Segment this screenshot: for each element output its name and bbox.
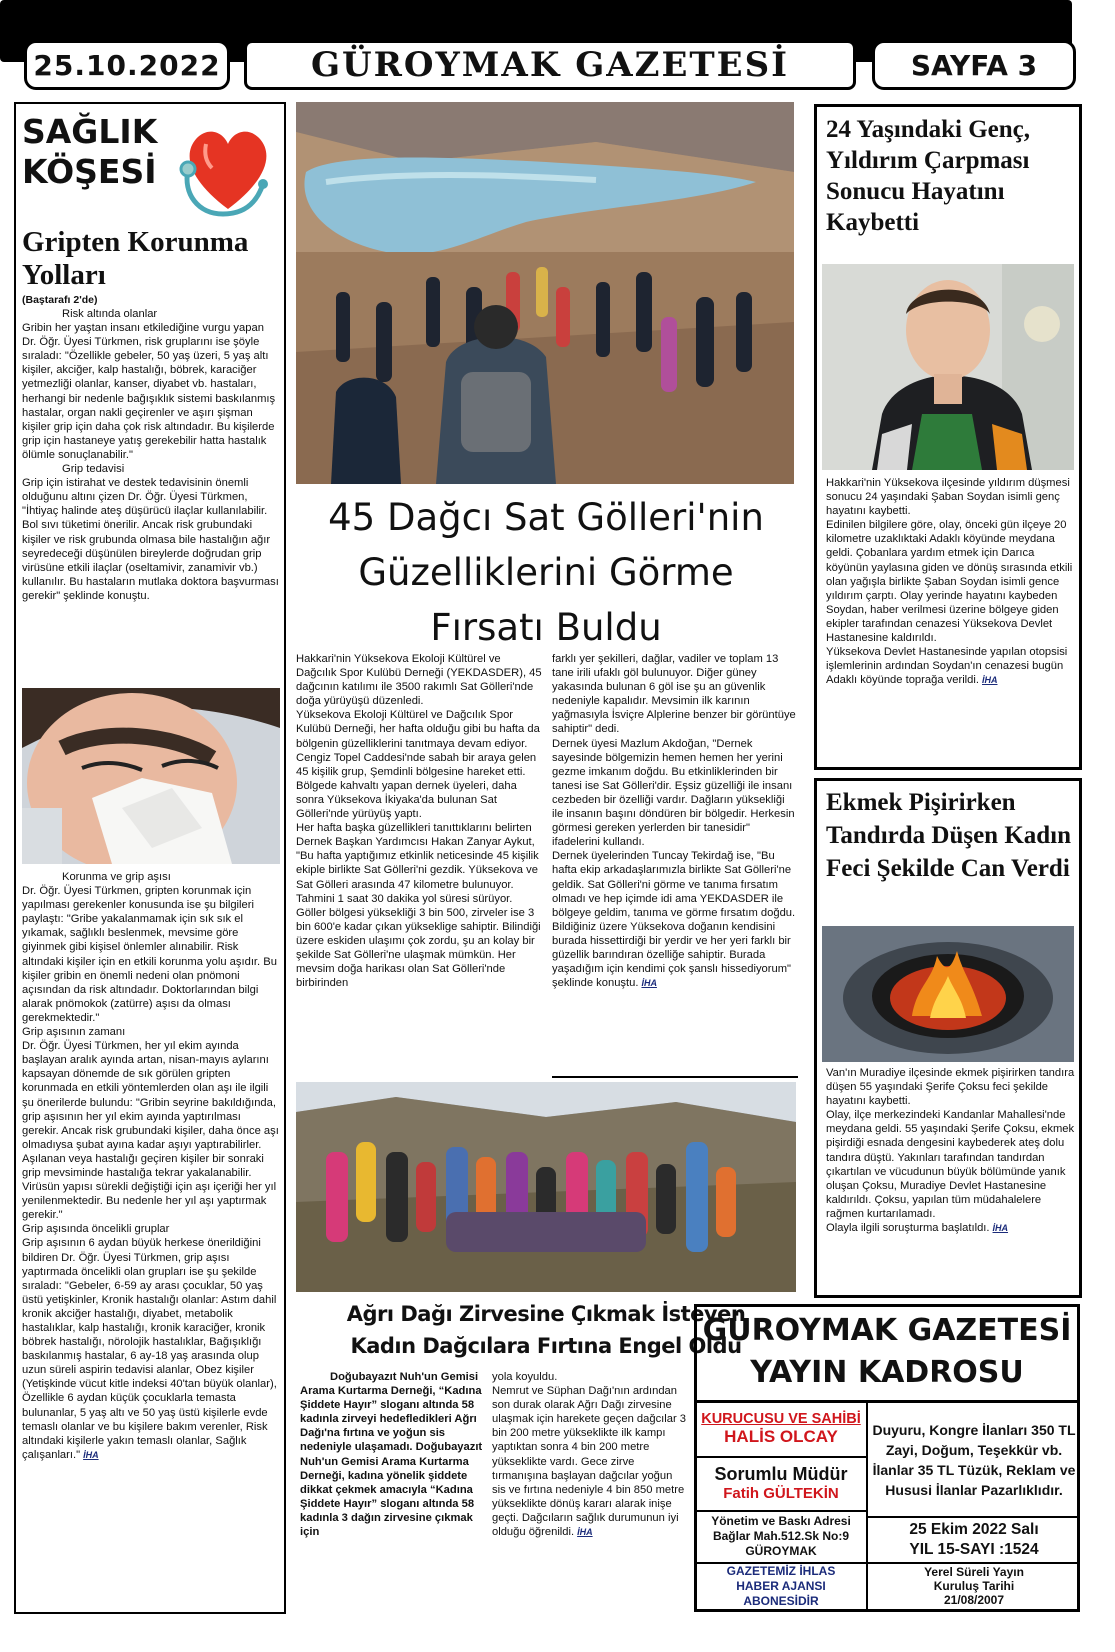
tandir-headline: Ekmek Pişirirken Tandırda Düşen Kadın Feci Şekilde Can Verdi [826,789,1072,882]
health-continued: (Baştarafı 2'de) [22,294,98,306]
address-label: Yönetim ve Baskı Adresi [711,1513,851,1528]
ads-cell [870,1406,1078,1514]
women-climbers-photo [296,1082,796,1292]
editor-cell [698,1458,864,1508]
agency-credit: İHA [992,1223,1009,1234]
section-title [22,112,157,192]
health-paragraph: Dr. Öğr. Üyesi Türkmen, gripten korunmak için yapılması gerekenler konusunda ise şu bilgileri paylaştı: "Gribe yakalanmamak için sık sık el yıkamak, sağlıklı beslenmek, mevsime göre giyinmek gibi kişisel önlemler alınabilir. Risk altındaki kişiler için en etkili korunma yolu aşıdır. Bu kişiler gribin en önemli nedeni olan pnömoni açısından da risk altındadır. Doktorlarından bilgi alarak pnömokok (zatürre) aşısı da olması gerekmektedir." [22,885,277,1024]
founder-label: KURUCUSU VE SAHİBİ [701,1411,861,1427]
founder-cell [698,1404,864,1454]
main-headline-line-1: 45 Dağcı Sat Gölleri'nin [328,496,764,539]
agri-story-lead: Doğubayazıt Nuh'un Gemisi Arama Kurtarma Derneği, “Kadına Şiddete Hayır” sloganı altında 58 kadınla zirveyi hedefledikleri Ağrı Dağı'na fırtına ve yoğun sis nedeniyle ulaşamadı. Doğubayazıt Nuh'un Gemisi Arama Kurtarma Derneği, kadına yönelik şiddete dikkat çekmek amacıyla “Kadına Şiddete Hayır” sloganı altında 58 kadınla 3 dağın zirvesine çıkmak için [300,1371,483,1539]
editor-label: Sorumlu Müdür [714,1464,848,1484]
section-title-line-1: SAĞLIK [22,112,158,151]
issue-cell [870,1518,1078,1562]
tandir-fire-photo [822,926,1074,1062]
health-text-part2 [22,870,280,1462]
health-headline: Gripten Korunma Yolları [22,226,249,291]
agency-credit: İHA [83,1449,99,1460]
sat-lakes-group-photo [296,102,794,484]
local-publication-label: Yerel Süreli Yayın [924,1565,1024,1579]
health-subhead-risk: Risk altında olanlar [62,308,158,320]
ads-text: Duyuru, Kongre İlanları 350 TL Zayi, Doğum, Teşekkür vb. İlanlar 35 TL Tüzük, Reklam ve Hususi İlanlar Pazarlıklıdır. [872,1422,1076,1498]
issue-number: YIL 15-SAYI :1524 [909,1541,1039,1558]
agency-line-2: HABER AJANSI ABONESİDİR [736,1578,826,1608]
founder-name: HALİS OLCAY [724,1427,838,1446]
lightning-story-text: Hakkari'nin Yüksekova ilçesinde yıldırım düşmesi sonucu 24 yaşındaki Şaban Soydan isimli genç hayatını kaybetti. Edinilen bilgilere göre, olay, önceki gün ilçeye 20 kilometre uzaklıktaki Adaklı köyünde meydana geldi. Çobanlara yardım etmek için Darıca köyünün yaylasına giden ve dönüş sırasında etkili olan yağışla birlikte Şaban Soydan isimli gence yıldırım çarptı. Olay yerinde hayatını kaybeden Soydan, haber verilmesi üzerine bölgeye giden ekipler tarafından cenazesi Yüksekova Devlet Hastanesine kaldırıldı. Yüksekova Devlet Hastanesinde yapılan otopsisi işlemlerinin ardından Soydan'ın cenazesi bugün Adaklı köyünde toprağa verildi. [826,477,1073,687]
agency-credit: İHA [982,675,998,686]
lightning-story-body [826,476,1076,687]
agri-story-col2-text: yola koyuldu. Nemrut ve Süphan Dağı'nın ardından son durak olarak Ağrı Dağı zirvesine ulaşmak için harekete geçen dağcılar 3 bin 200 metre yükseklikte ilk kampı yaptıktan sonra 4 bin 200 metre yükseklikte vardı. Gece zirve tırmanışına başlayan dağcılar yoğun sis ve fırtına nedeniyle 4 bin 850 metre yükseklikte dönüş kararı alarak inişe geçti. Dağcıların sağlık durumunun iyi olduğu öğrenildi. [492,1371,687,1539]
sneezing-child-photo [22,688,280,864]
staff-title-line-2: YAYIN KADROSU [750,1355,1024,1390]
agency-credit: İHA [641,978,657,989]
local-publication-cell [870,1564,1078,1608]
health-subhead-timing: Grip aşısının zamanı [22,1026,126,1039]
separator-line [552,1076,798,1078]
editor-name: Fatih GÜLTEKİN [723,1485,839,1502]
main-headline-line-3: Fırsatı Buldu [430,606,662,649]
main-headline-line-2: Güzelliklerini Görme [358,551,734,594]
section-title-line-2: KÖŞESİ [22,152,157,191]
health-paragraph: Dr. Öğr. Üyesi Türkmen, her yıl ekim ayında başlayan aralık ayında artan, nisan-mayıs aylarını kapsayan dönemde de sık görülen gripten korunmada en etkili yöntemlerden olan aşı ile ilgili şu önerilerde bulundu: "Gribin seyrine bakıldığında, grip aşısının her yıl ekim ayında yaptırılması gerekir. Ancak risk grubundaki kişiler, daha önce aşı olmadıysa şubat ayına kadar aşıyı yaptırabilirler. Aşılanan veya hastalığı geçiren kişiler bir sonraki grip mevsiminde hastalığa tekrar yakalanabilir. Virüsün yapısı sürekli değiştiği için aşı içeriği her yıl yenilenmektedir. Bu nedenle her yıl aşı yaptırmak gerekir." [22,1040,279,1222]
staff-vertical-divider [866,1402,868,1610]
lightning-headline: 24 Yaşındaki Genç, Yıldırım Çarpması Sonucu Hayatını Kaybetti [826,116,1030,236]
masthead-date: 25.10.2022 [24,40,230,90]
tandir-story-text: Van'ın Muradiye ilçesinde ekmek pişirirken tandıra düşen 55 yaşındaki Şerife Çoksu feci şekilde hayatını kaybetti. Olay, ilçe merkezindeki Kandanlar Mahallesi'nde meydana geldi. 55 yaşındaki Şerife Çoksu, ekmek pişirdiği esnada dengesini kaybederek ateş dolu tandıra düştü. Yakınları tarafından tandırdan çıkartılan ve vücudunun büyük bölümünde yanık oluşan Çoksu, Muradiye Devlet Hastanesine kaldırıldı. Çoksu, yapılan tüm müdahalelere rağmen kurtarılamadı. Olayla ilgili soruşturma başlatıldı. [826,1067,1075,1235]
health-paragraph: Grip için istirahat ve destek tedavisinin önemli olduğunu altını çizen Dr. Öğr. Üyesi Türkmen, "İhtiyaç halinde ateş düşürücü ilaçlar kullanılabilir. Bol sıvı tüketimi önerilir. Ancak risk grubundaki kişiler ve risk grubunda olmasa bile hastalığın ağır seyredeceği düşünülen bireylerde doğrudan grip virüsüne etkili ilaçlar (oseltamivir, zanamivir vb.) kullanılır. Bu hastaların mutlaka doktora başvurması gerekir" şeklinde konuştu. [22,477,279,602]
heart-stethoscope-icon [178,114,278,224]
staff-title-line-1: GÜROYMAK GAZETESİ [702,1313,1072,1348]
masthead-page: SAYFA 3 [872,40,1076,90]
agri-headline-line-2: Kadın Dağcılara Fırtına Engel Oldu [350,1334,742,1358]
main-story-col1: Hakkari'nin Yüksekova Ekoloji Kültürel ve Dağcılık Spor Kulübü Derneği (YEKDASDER), 45 dağcının katılımı ile 3500 rakımlı Sat Gölleri'nde doğa yürüyüşü düzenledi. Yüksekova Ekoloji Kültürel ve Dağcılık Spor Kulübü Derneği, her hafta olduğu gibi bu hafta da bölgenin güzelliklerini tanıtmaya devam ediyor. Cengiz Topel Caddesi'nde sabah bir araya gelen 45 kişilik grup, Şemdinli bölgesine hareket etti. Bölgede kahvaltı yapan dernek üyeleri, daha sonra Yüksekova İkiyaka'da bulunan Sat Gölleri'nde yürüyüş yaptı. Her hafta başka güzellikleri tanıttıklarını belirten Dernek Başkan Yardımcısı Hakan Zanyar Aykut, "Bu hafta yaptığımız etkinlik neticesinde 45 kişilik ekiple birlikte Sat Gölleri'ni gezdik. Yüksekova ve Sat Gölleri arasında 47 kilometre bulunuyor. Tahmini 1 saat 30 dakika yol süresi sürüyor. Göller bölgesi yüksekliği 3 bin 500, zirveler ise 3 bin 600'e kadar çıkan yükseklige sahiptir. Bilindiği üzere eskiden ulaşımı çok zordu, şu an kolay bir şekilde Sat Gölleri'ne ulaşmak mümkün. Her mevsim doğa harikası olan Sat Gölleri'nde birbirinden [296,653,542,990]
issue-date: 25 Ekim 2022 Salı [909,1521,1039,1538]
staff-title [698,1310,1076,1394]
staff-divider [697,1400,1077,1403]
health-text-part1 [22,307,280,603]
founding-date-label: Kuruluş Tarihi [933,1579,1015,1593]
address-line-2: GÜROYMAK [745,1543,817,1558]
health-paragraph: Grip aşısının 6 aydan büyük herkese önerildiğini bildiren Dr. Öğr. Üyesi Türkmen, grip aşısı yaptırmada öncelikli olan grupları ise şu şekilde sıraladı: "Gebeler, 6-59 ay arası çocuklar, 50 yaş üstü yetişkinler, Kronik hastalığı olanlar: Astım dahil kronik akciğer hastalığı, diyabet, metabolik hastalıklar, kalp hastalığı, kronik karaciğer, kronik böbrek hastalığı, nörolojik hastalıklar, Bağışıklığı baskılanmış hastalar, 6 ay-18 yaş arasında olup uzun süreli aspirin tedavisi alanlar, Obez kişiler (Yetişkinde vücut kitle indeksi 40'tan büyük olanlar), Özellikle 6 aydan küçük çocuklarla temasta bulunanlar, 5 yaş altı ve 50 yaş üstü kişilerle evde temaslı olanlar ve bu kişilere bakım verenler, Risk altındaki kişilerle yakın temaslı olanlar, Sağlık çalışanları." [22,1237,277,1461]
agri-story-col2 [492,1370,688,1539]
health-paragraph: Gribin her yaştan insanı etkilediğine vurgu yapan Dr. Öğr. Üyesi Türkmen, risk gruplarını ise şöyle sıraladı: "Özellikle gebeler, 50 yaş üzeri, 5 yaş altı kişiler, akciğer, kalp hastalığı, böbrek, karaciğer yetmezliği olanlar, kanser, diyabet vb. hastaları, herhangi bir nedenle bağışıklık sistemi baskılanmış hastalar, organ nakli geçirenler ve aşırı şişman kişiler grip için daha çok risk altındadır. Bu kişilerde grip için hastaneye yatış gerekebilir hatta hastalık ölümle sonuçlanabilir." [22,322,276,461]
address-cell [698,1512,864,1560]
main-story-col2 [552,652,798,990]
health-subhead-treatment: Grip tedavisi [62,463,125,476]
founding-date: 21/08/2007 [943,1593,1005,1607]
health-subhead-prevention: Korunma ve grip aşısı [62,871,171,883]
agency-line-1: GAZETEMİZ İHLAS [726,1563,836,1578]
address-line-1: Bağlar Mah.512.Sk No:9 [712,1528,850,1543]
masthead-title: GÜROYMAK GAZETESİ [244,40,856,90]
main-story-col2-text: farklı yer şekilleri, dağlar, vadiler ve toplam 13 tane irili ufaklı göl bulunuyor. Diğer güney yakasında bulunan 6 göl ise şu an güvenlik nedeniyle kapalıdır. Mevsimin ilk karının yağmasıyla İsviçre Alplerine benzer bir görüntüye sahiptir" dedi. Dernek üyesi Mazlum Akdoğan, "Dernek sayesinde bölgemizin hemen hemen her yerini gezme imkanım doğdu. Bu etkinliklerinden bir tanesi ise Sat Gölleri'dir. Eşsiz güzelliği ile insanı cezbeden bir özelliği vardır. Dağların yüksekliği ile insanın başını döndüren bir bölgedir. Herkesin görmesi gereken yerlerden bir tanesidir" ifadelerini kullandı. Dernek üyelerinden Tuncay Tekirdağ ise, "Bu hafta ekip arkadaşlarımızla birlikte Sat Gölleri'ne geldik. Sat Gölleri'ni görme ve tanıma fırsatım olmadı ve hep içimde idi ama YEKDASDER ile bölgeye geldim, tanıma ve görme fırsatım doğdu. Bildiğiniz üzere Yüksekova doğanın kendisini burada hissettirdiği bir yerdir ve her yeri farklı bir güzellik barındıran özelliğe sahiptir. Burada yaşadığım için kendimi çok şanslı hissediyorum" şeklinde konuştu. [552,653,796,990]
main-headline [296,490,796,655]
health-subhead-groups: Grip aşısında öncelikli gruplar [22,1223,170,1236]
young-man-portrait-photo [822,264,1074,470]
agency-credit: İHA [577,1527,593,1538]
agri-headline-line-1: Ağrı Dağı Zirvesine Çıkmak İsteyen [346,1302,746,1326]
tandir-story-body [826,1066,1076,1235]
agency-cell [698,1564,864,1608]
